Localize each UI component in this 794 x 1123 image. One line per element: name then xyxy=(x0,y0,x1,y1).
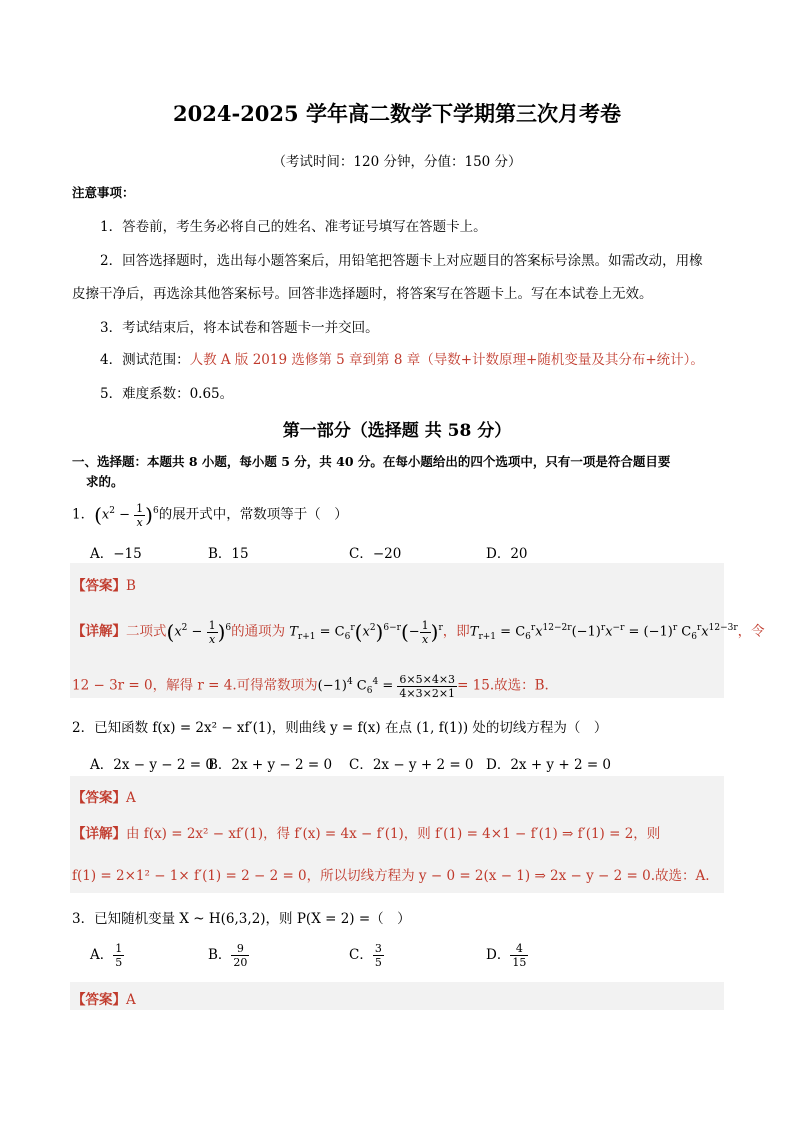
q3-answer-label: 【答案】 xyxy=(72,992,126,1008)
q2-detail-line2 xyxy=(72,864,710,884)
q2-option-a: A．2x − y − 2 = 0 xyxy=(90,757,214,773)
q1-stem: 的展开式中，常数项等于（ ） xyxy=(158,506,348,523)
q2-stem: 已知函数 f(x) = 2x² − xf′(1)，则曲线 y = f(x) 在点 (1, f(1)) 处的切线方程为（ ） xyxy=(94,720,608,736)
q1-detail-d: ，令 xyxy=(737,623,765,640)
q3-option-c-fraction xyxy=(373,942,384,969)
q2-answer-label: 【答案】 xyxy=(72,790,126,806)
q1-fraction: $\frac{1}{x}$ xyxy=(136,501,144,529)
note-2a: 2．回答选择题时，选出每小题答案后，用铅笔把答题卡上对应题目的答案标号涂黑。如需改动，用橡 xyxy=(100,253,703,269)
q1-option-b: B．15 xyxy=(208,546,249,562)
q3-option-d-den: 15 xyxy=(512,956,527,969)
q3-option-b-num: 9 xyxy=(231,942,249,956)
q3-option-d-fraction xyxy=(510,942,528,969)
q1-detail-fraction: $\frac{1}{x}$ xyxy=(208,618,216,646)
q1-answer-value: B xyxy=(126,578,136,594)
q3-option-b-fraction xyxy=(231,942,249,969)
q1-number: 1． xyxy=(72,506,95,523)
note-4 xyxy=(100,348,704,368)
q2-option-c: C．2x − y + 2 = 0 xyxy=(349,757,474,773)
q3-option-b-den: 20 xyxy=(233,956,248,969)
q2-detail-b: f(1) = 2×1² − 1× f′(1) = 2 − 2 = 0，所以切线方程为 y − 0 = 2(x − 1) ⇒ 2x − y − 2 = 0.故选：A. xyxy=(72,868,710,884)
q3-option-c-num: 3 xyxy=(374,942,382,955)
q3-number: 3． xyxy=(72,911,95,927)
q3-option-b-letter: B． xyxy=(208,947,232,963)
q2-detail-line1 xyxy=(72,822,660,842)
q2-detail-a: 由 f(x) = 2x² − xf′(1)，得 f′(x) = 4x − f′(1)，则 f′(1) = 4×1 − f′(1) ⇒ f′(1) = 2，则 xyxy=(126,826,661,842)
q3-stem: 已知随机变量 X ~ H(6,3,2)，则 P(X = 2) =（ ） xyxy=(94,911,411,927)
q3-option-a-den: 5 xyxy=(115,956,123,969)
q1-combination-fraction: $\frac{6\times 5\times 4\times 3}{4\times 3\times 2\times 1}$ xyxy=(399,672,456,700)
q3-option-d-num: 4 xyxy=(510,942,528,956)
question-2 xyxy=(72,716,607,736)
q2-option-d: D．2x + y + 2 = 0 xyxy=(486,757,612,773)
q3-option-c-den: 5 xyxy=(374,956,382,969)
q2-answer xyxy=(72,786,136,806)
q3-option-c xyxy=(349,942,384,969)
section-title: 第一部分（选择题 共 58 分） xyxy=(282,421,512,441)
q1-detail-line2: 12 − 3r = 0，解得 r = 4.可得常数项为$(-1)^4$ $C_6^4$ = $\frac{6\times 5\times 4\times 3}{4\times 3\times 2\times 1}$ = 15.故选：B. xyxy=(72,672,549,700)
q1-detail-line1: 【详解】二项式($x^2$ − $\frac{1}{x}$ )$^6$的通项为 $T_{r+1} = C_6^r(x^2)^{6-r}(-$ $\frac{1}{x}$ )$^r$，即$T_{r+1} = C_6^rx^{12-2r}(-1)^rx^{-r} = (-1)^r$ $C_6^rx^{12-3r}$，令 xyxy=(72,618,765,646)
q2-option-b: B．2x + y − 2 = 0 xyxy=(208,757,333,773)
note-3: 3．考试结束后，将本试卷和答题卡一并交回。 xyxy=(100,320,379,336)
q1-detail-c: ，即 xyxy=(442,623,470,640)
q3-answer-value: A xyxy=(126,992,136,1008)
q1-option-d: D．20 xyxy=(486,546,528,562)
question-1: 1．($x^2$ − $\frac{1}{x}$ )$^6$的展开式中，常数项等于（ ） xyxy=(72,501,348,529)
note-2b: 皮擦干净后，再选涂其他答案标号。回答非选择题时，将答案写在答题卡上。写在本试卷上无效。 xyxy=(72,286,653,302)
q2-number: 2． xyxy=(72,720,95,736)
q1-detail-e: 12 − 3r = 0，解得 r = 4.可得常数项为 xyxy=(72,677,318,694)
q3-option-a-fraction xyxy=(113,942,124,969)
q1-detail-b: 的通项为 xyxy=(231,623,286,640)
question-3 xyxy=(72,907,411,927)
q1-detail-f: = 15.故选：B. xyxy=(457,677,549,694)
q3-option-d xyxy=(486,942,528,969)
q1-option-c: C．−20 xyxy=(349,546,402,562)
q3-option-c-letter: C． xyxy=(349,947,373,963)
notes-heading: 注意事项： xyxy=(72,185,135,200)
section-instruction-b: 求的。 xyxy=(86,474,124,489)
q2-answer-value: A xyxy=(126,790,136,806)
q3-option-a-num: 1 xyxy=(115,942,123,955)
note-5: 5．难度系数：0.65。 xyxy=(100,386,234,402)
q1-answer xyxy=(72,574,136,594)
q3-option-a xyxy=(90,942,124,969)
note-1: 1．答卷前，考生务必将自己的姓名、准考证号填写在答题卡上。 xyxy=(100,219,487,235)
q1-detail-a: 二项式 xyxy=(126,623,167,640)
q3-answer-band xyxy=(70,982,724,1010)
note-4-scope: 人教 A 版 2019 选修第 5 章到第 8 章（导数+计数原理+随机变量及其分布+统计）。 xyxy=(189,352,704,368)
q3-option-d-letter: D． xyxy=(486,947,511,963)
q3-answer xyxy=(72,988,136,1008)
exam-subtitle: （考试时间：120 分钟，分值：150 分） xyxy=(272,154,522,170)
q3-option-b xyxy=(208,942,249,969)
q1-detail-label: 【详解】 xyxy=(72,623,126,640)
section-instruction-a: 一、选择题：本题共 8 小题，每小题 5 分，共 40 分。在每小题给出的四个选项中，只有一项是符合题目要 xyxy=(72,454,671,469)
q2-detail-label: 【详解】 xyxy=(72,826,126,842)
note-4-label: 4．测试范围： xyxy=(100,352,190,368)
q1-option-a: A．−15 xyxy=(90,546,142,562)
q3-option-a-letter: A． xyxy=(90,947,114,963)
q1-answer-label: 【答案】 xyxy=(72,578,126,594)
exam-title: 2024-2025 学年高二数学下学期第三次月考卷 xyxy=(173,101,621,126)
